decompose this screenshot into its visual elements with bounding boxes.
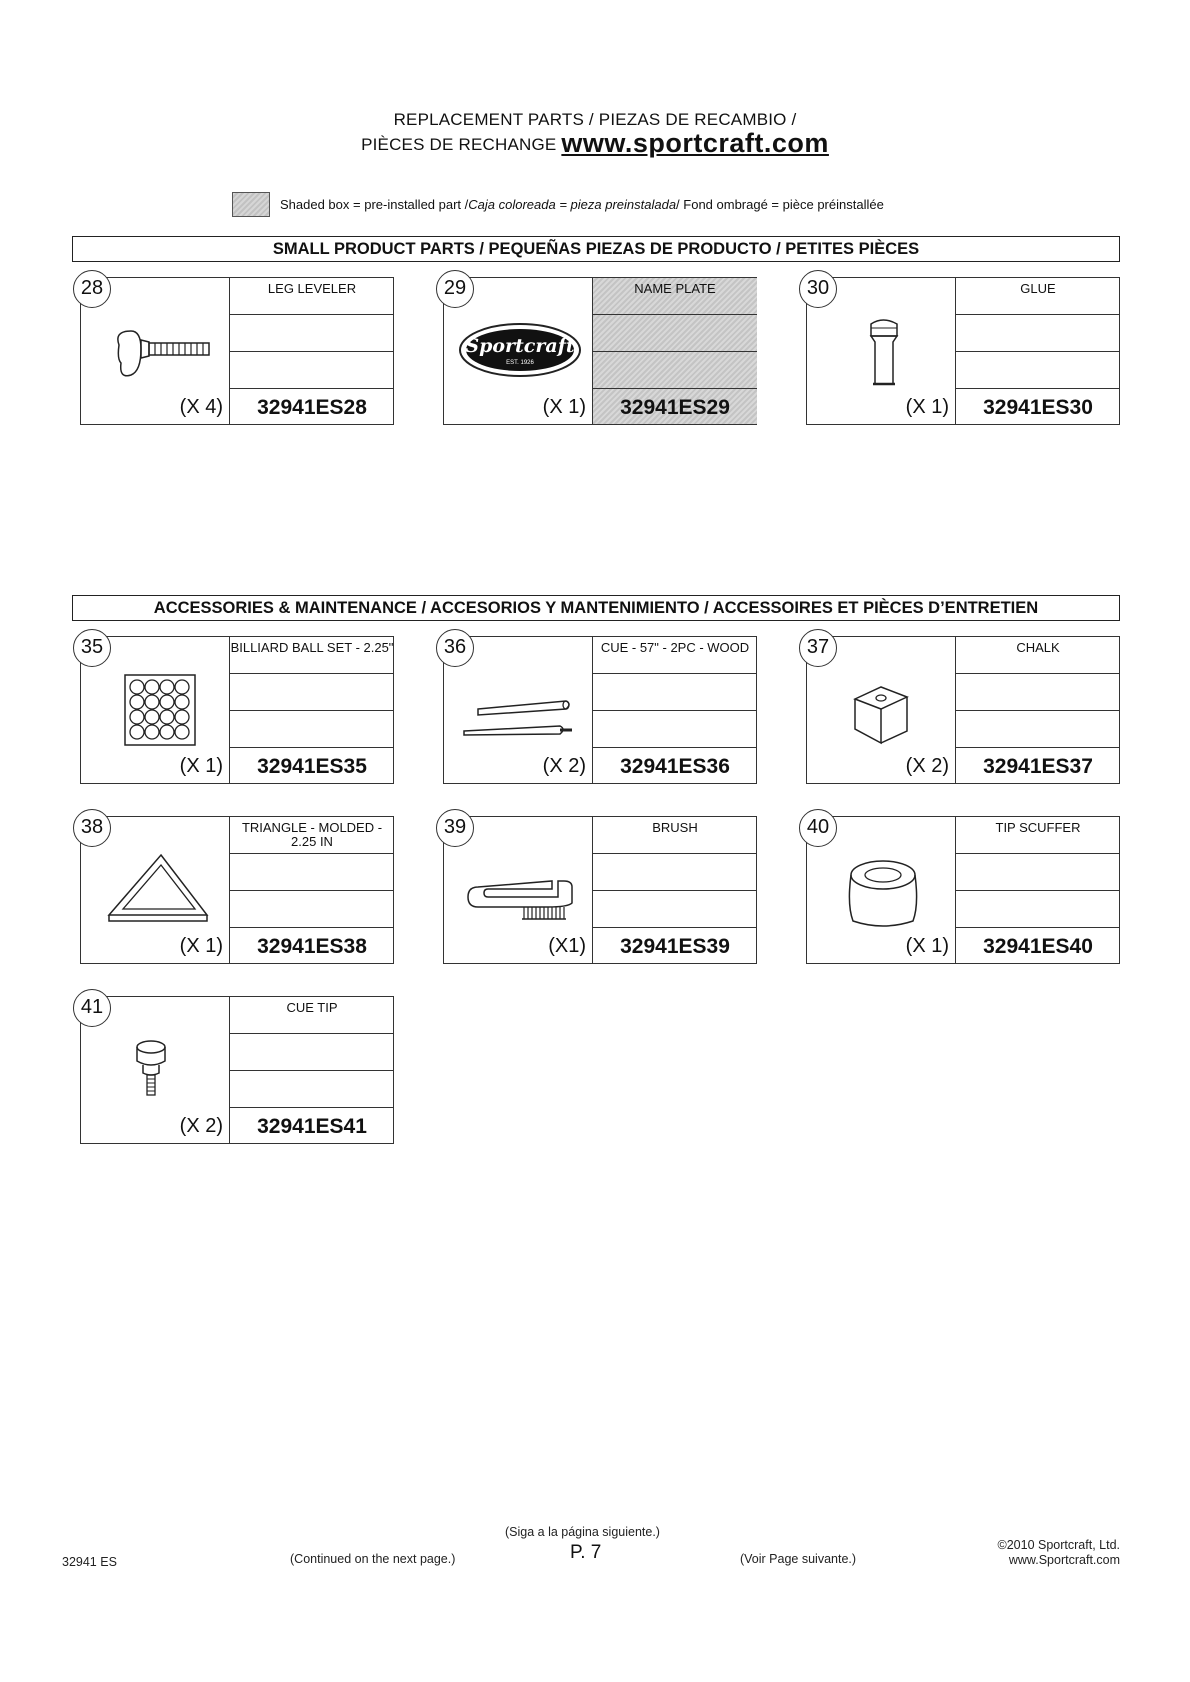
- part-name: GLUE: [956, 278, 1120, 315]
- page-title-line2: [0, 128, 1190, 159]
- footer-website-link[interactable]: www.Sportcraft.com: [1008, 1553, 1120, 1567]
- part-info: [592, 278, 757, 424]
- page-number: P. 7: [570, 1542, 602, 1563]
- part-number: 30: [799, 270, 837, 308]
- empty-cell: [230, 1034, 394, 1071]
- website-link[interactable]: www.sportcraft.com: [561, 128, 829, 158]
- part-number: 36: [436, 629, 474, 667]
- part-number: 39: [436, 809, 474, 847]
- part-code: 32941ES35: [257, 755, 367, 778]
- part-qty: (X 1): [905, 935, 949, 957]
- page-title-prefix: PIÈCES DE RECHANGE: [361, 135, 557, 154]
- part-qty: (X 1): [179, 755, 223, 777]
- legend-text-fr: / Fond ombragé = pièce préinstallée: [676, 197, 884, 212]
- part-name: BRUSH: [593, 817, 757, 854]
- part-code: 32941ES36: [620, 755, 730, 778]
- logo-text: Sportcraft: [465, 335, 575, 357]
- legend-text-en: Shaded box = pre-installed part /: [280, 197, 469, 212]
- empty-cell: [230, 315, 394, 352]
- legend-text-es: Caja coloreada = pieza preinstalada: [468, 197, 677, 212]
- tip-scuffer-icon: [815, 839, 951, 939]
- part-card-38: [80, 816, 394, 964]
- part-name: CUE TIP: [230, 997, 394, 1034]
- part-number: 37: [799, 629, 837, 667]
- logo-sub: EST. 1926: [506, 360, 534, 366]
- part-qty: (X 2): [905, 755, 949, 777]
- legend: [232, 192, 884, 217]
- part-info: [229, 278, 394, 424]
- part-card-36: [443, 636, 757, 784]
- page-title-line1: REPLACEMENT PARTS / PIEZAS DE RECAMBIO /: [393, 110, 797, 129]
- part-qty: (X1): [548, 935, 586, 957]
- part-code: 32941ES39: [620, 935, 730, 958]
- part-code: 32941ES40: [983, 935, 1093, 958]
- part-name: TIP SCUFFER: [956, 817, 1120, 854]
- empty-cell: [956, 891, 1120, 928]
- empty-cell: [956, 315, 1120, 352]
- part-card-29: [443, 277, 757, 425]
- part-qty: (X 2): [179, 1115, 223, 1137]
- empty-cell: [230, 352, 394, 389]
- cue-icon: [452, 659, 588, 759]
- triangle-rack-icon: [89, 839, 225, 939]
- part-info: [229, 997, 394, 1143]
- glue-tube-icon: [815, 300, 951, 400]
- footer-copyright: ©2010 Sportcraft, Ltd.: [997, 1538, 1120, 1552]
- part-code: 32941ES29: [620, 396, 730, 419]
- empty-cell: [230, 854, 394, 891]
- part-name: CUE - 57" - 2PC - WOOD: [593, 637, 757, 674]
- part-qty: (X 2): [542, 755, 586, 777]
- part-info: [229, 637, 394, 783]
- part-code: 32941ES37: [983, 755, 1093, 778]
- part-qty: (X 1): [905, 396, 949, 418]
- empty-cell: [230, 1071, 394, 1108]
- section-header-accessories: ACCESSORIES & MAINTENANCE / ACCESORIOS Y MANTENIMIENTO / ACCESSOIRES ET PIÈCES D’ENTRETIEN: [72, 595, 1120, 621]
- empty-cell: [230, 674, 394, 711]
- empty-cell: [593, 352, 757, 389]
- part-number: 29: [436, 270, 474, 308]
- empty-cell: [956, 854, 1120, 891]
- name-plate-icon: [452, 300, 588, 400]
- part-card-35: [80, 636, 394, 784]
- empty-cell: [593, 891, 757, 928]
- part-code: 32941ES28: [257, 396, 367, 419]
- part-qty: (X 1): [179, 935, 223, 957]
- part-info: [229, 817, 394, 963]
- footer-continued-es: (Siga a la página siguiente.): [505, 1525, 660, 1539]
- part-name: LEG LEVELER: [230, 278, 394, 315]
- empty-cell: [956, 352, 1120, 389]
- part-qty: (X 4): [179, 396, 223, 418]
- brush-icon: [452, 839, 588, 939]
- footer-continued-fr: (Voir Page suivante.): [740, 1552, 857, 1566]
- leg-leveler-icon: [89, 300, 225, 400]
- cue-tip-icon: [89, 1019, 225, 1119]
- empty-cell: [593, 674, 757, 711]
- part-info: [955, 817, 1120, 963]
- part-qty: (X 1): [542, 396, 586, 418]
- part-info: [955, 278, 1120, 424]
- part-number: 41: [73, 989, 111, 1027]
- shaded-swatch: [232, 192, 270, 217]
- part-name: BILLIARD BALL SET - 2.25": [230, 637, 394, 674]
- part-code: 32941ES38: [257, 935, 367, 958]
- part-card-37: [806, 636, 1120, 784]
- part-info: [955, 637, 1120, 783]
- part-number: 38: [73, 809, 111, 847]
- part-name: CHALK: [956, 637, 1120, 674]
- empty-cell: [593, 711, 757, 748]
- footer-continued-en: (Continued on the next page.): [290, 1552, 456, 1566]
- part-code: 32941ES30: [983, 396, 1093, 419]
- empty-cell: [593, 854, 757, 891]
- empty-cell: [230, 891, 394, 928]
- part-number: 40: [799, 809, 837, 847]
- section-header-small-parts: SMALL PRODUCT PARTS / PEQUEÑAS PIEZAS DE PRODUCTO / PETITES PIÈCES: [72, 236, 1120, 262]
- part-code: 32941ES41: [257, 1115, 367, 1138]
- part-number: 35: [73, 629, 111, 667]
- part-number: 28: [73, 270, 111, 308]
- empty-cell: [593, 315, 757, 352]
- part-card-41: [80, 996, 394, 1144]
- chalk-icon: [815, 659, 951, 759]
- part-card-40: [806, 816, 1120, 964]
- empty-cell: [230, 711, 394, 748]
- footer-model: 32941 ES: [62, 1555, 117, 1569]
- part-info: [592, 817, 757, 963]
- part-card-28: [80, 277, 394, 425]
- part-name: TRIANGLE - MOLDED - 2.25 IN: [230, 817, 394, 854]
- empty-cell: [956, 711, 1120, 748]
- part-name: NAME PLATE: [593, 278, 757, 315]
- part-card-30: [806, 277, 1120, 425]
- ball-set-icon: [89, 659, 225, 759]
- part-card-39: [443, 816, 757, 964]
- part-info: [592, 637, 757, 783]
- empty-cell: [956, 674, 1120, 711]
